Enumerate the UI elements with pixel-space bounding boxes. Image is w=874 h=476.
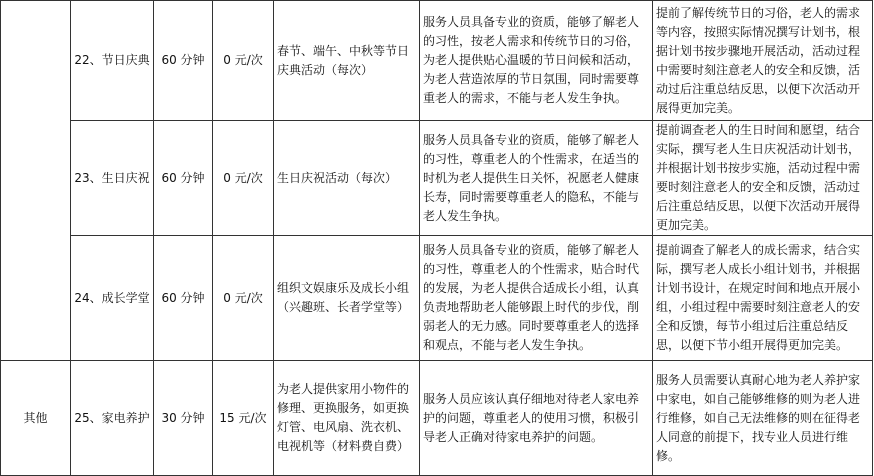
item-cell: 24、成长学堂 [71, 236, 154, 361]
table-row [1, 236, 873, 361]
category-cell-empty [1, 1, 71, 361]
table-row [1, 361, 873, 476]
duration-cell: 60 分钟 [154, 1, 213, 121]
process-cell: 提前调查了解老人的成长需求，结合实际，撰写老人成长小组计划书，并根据计划书设计，在规定时间和地点开展小组，小组过程中需要时刻注意老人的安全和反馈，每节小组过后注重总结反思，以便下节小组开展得更加完美。 [653, 236, 873, 361]
price-cell: 0 元/次 [213, 1, 274, 121]
quality-cell: 服务人员具备专业的资质，能够了解老人的习性，尊重老人的个性需求，在适当的时机为老人提供生日关怀，祝愿老人健康长寿，同时需要尊重老人的隐私，不能与老人发生争执。 [420, 121, 653, 236]
process-cell: 提前了解传统节日的习俗，老人的需求等内容，按照实际情况撰写计划书，根据计划书按步骤地开展活动，活动过程中需要时刻注意老人的安全和反馈，活动过后注重总结反思，以便下次活动开展得更加完美。 [653, 1, 873, 121]
content-cell: 为老人提供家用小物件的修理、更换服务，如更换灯管、电风扇、洗衣机、电视机等（材料费自费） [274, 361, 420, 476]
content-cell: 生日庆祝活动（每次） [274, 121, 420, 236]
duration-cell: 60 分钟 [154, 236, 213, 361]
process-cell: 提前调查老人的生日时间和愿望，结合实际，撰写老人生日庆祝活动计划书，并根据计划书按步实施，活动过程中需要时刻注意老人的安全和反馈，活动过后注重总结反思，以便下次活动开展得更加完美。 [653, 121, 873, 236]
process-cell: 服务人员需要认真耐心地为老人养护家中家电，如自己能够维修的则为老人进行维修，如自己无法维修的则在征得老人同意的前提下，找专业人员进行维修。 [653, 361, 873, 476]
quality-cell: 服务人员应该认真仔细地对待老人家电养护的问题，尊重老人的使用习惯，积极引导老人正确对待家电养护的问题。 [420, 361, 653, 476]
table-row [1, 1, 873, 121]
content-cell: 春节、端午、中秋等节日庆典活动（每次） [274, 1, 420, 121]
duration-cell: 60 分钟 [154, 121, 213, 236]
category-cell: 其他 [1, 361, 71, 476]
price-cell: 0 元/次 [213, 236, 274, 361]
table-row [1, 121, 873, 236]
price-cell: 0 元/次 [213, 121, 274, 236]
item-cell: 23、生日庆祝 [71, 121, 154, 236]
content-cell: 组织文娱康乐及成长小组（兴趣班、长者学堂等） [274, 236, 420, 361]
item-cell: 22、节日庆典 [71, 1, 154, 121]
price-cell: 15 元/次 [213, 361, 274, 476]
quality-cell: 服务人员具备专业的资质，能够了解老人的习性，按老人需求和传统节日的习俗，为老人提供贴心温暖的节日问候和活动，为老人营造浓厚的节日氛围，同时需要尊重老人的需求，不能与老人发生争执。 [420, 1, 653, 121]
quality-cell: 服务人员具备专业的资质，能够了解老人的习性，尊重老人的个性需求，贴合时代的发展，为老人提供合适成长小组，认真负责地帮助老人能够跟上时代的步伐，削弱老人的无力感。同时要尊重老人的选择和观点，不能与老人发生争执。 [420, 236, 653, 361]
item-cell: 25、家电养护 [71, 361, 154, 476]
duration-cell: 30 分钟 [154, 361, 213, 476]
